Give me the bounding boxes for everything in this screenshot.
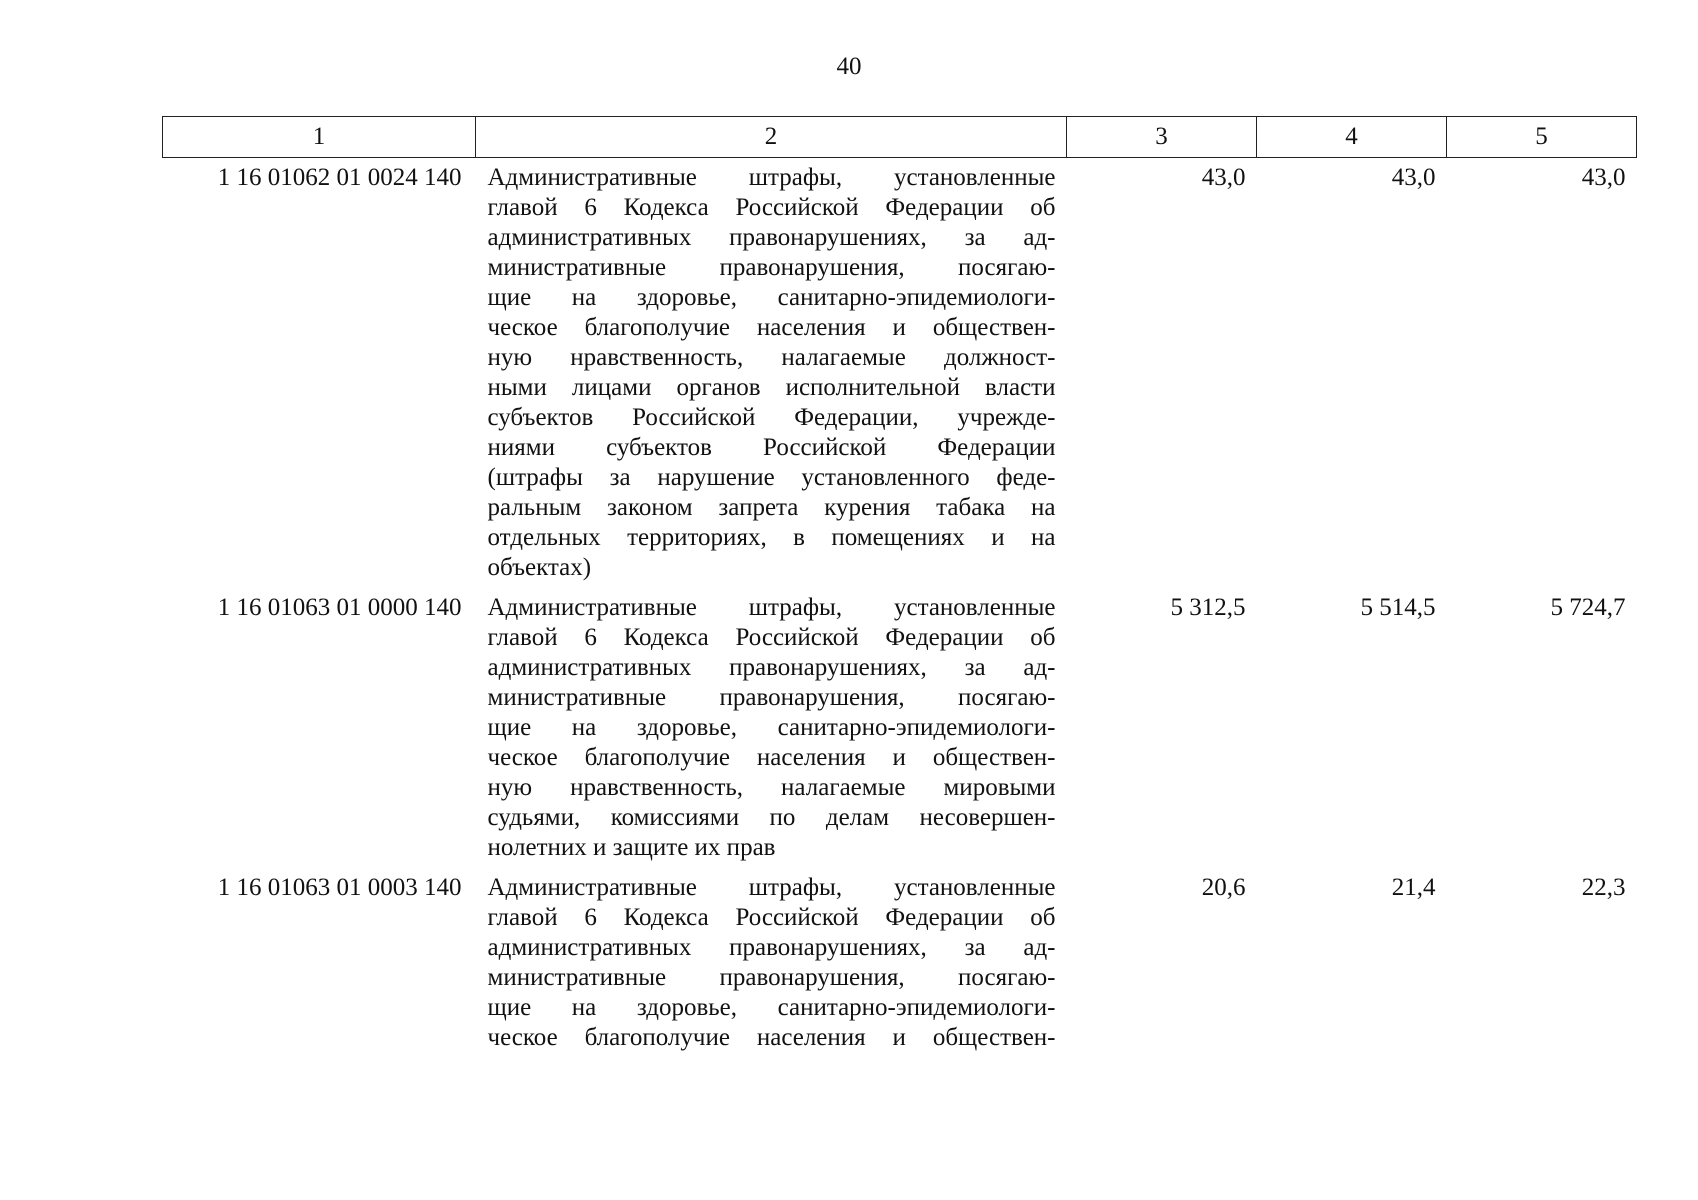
value-column-3: 43,0 [1201, 164, 1246, 191]
revenue-description [476, 583, 1067, 863]
value-column-5: 22,3 [1581, 874, 1626, 901]
description-line: Административные штрафы, установленные [487, 874, 1056, 901]
description-line: щие на здоровье, санитарно-эпидемиологи- [487, 284, 1056, 311]
budget-revenue-table [162, 116, 1637, 1053]
description-line: главой 6 Кодекса Российской Федерации об [487, 194, 1056, 221]
description-line: (штрафы за нарушение установленного феде- [487, 464, 1056, 491]
description-line: ральным законом запрета курения табака на [487, 494, 1056, 521]
column-4-header: 4 [1257, 117, 1447, 158]
value-column-4: 5 514,5 [1360, 594, 1436, 621]
description-line: ными лицами органов исполнительной власти [487, 374, 1056, 401]
budget-classification-code: 1 16 01063 01 0000 140 [217, 594, 462, 621]
description-line: щие на здоровье, санитарно-эпидемиологи- [487, 714, 1056, 741]
revenue-description [476, 158, 1067, 584]
column-2-header: 2 [476, 117, 1067, 158]
description-line: ную нравственность, налагаемые должност- [487, 344, 1056, 371]
description-line: щие на здоровье, санитарно-эпидемиологи- [487, 994, 1056, 1021]
description-line: объектах) [487, 554, 592, 581]
description-line: ческое благополучие населения и обществен- [487, 744, 1056, 771]
description-line: административных правонарушениях, за ад- [487, 934, 1056, 961]
value-column-5: 43,0 [1581, 164, 1626, 191]
value-column-5: 5 724,7 [1550, 594, 1626, 621]
description-line: административных правонарушениях, за ад- [487, 654, 1056, 681]
revenue-description [476, 863, 1067, 1053]
budget-classification-code: 1 16 01062 01 0024 140 [217, 164, 462, 191]
description-line: отдельных территориях, в помещениях и на [487, 524, 1056, 551]
column-5-header: 5 [1447, 117, 1637, 158]
table-row [163, 158, 1637, 584]
value-column-3: 20,6 [1201, 874, 1246, 901]
value-column-3: 5 312,5 [1170, 594, 1246, 621]
description-line: судьями, комиссиями по делам несовершен- [487, 804, 1056, 831]
description-line: ческое благополучие населения и обществен- [487, 314, 1056, 341]
description-line: Административные штрафы, установленные [487, 594, 1056, 621]
column-number-header-row [163, 117, 1637, 158]
column-1-header: 1 [163, 117, 476, 158]
value-column-4: 43,0 [1391, 164, 1436, 191]
description-line: министративные правонарушения, посягаю- [487, 254, 1056, 281]
description-line: нолетних и защите их прав [487, 834, 776, 861]
description-line: ческое благополучие населения и обществен- [487, 1024, 1056, 1051]
budget-classification-code: 1 16 01063 01 0003 140 [217, 874, 462, 901]
description-line: субъектов Российской Федерации, учрежде- [487, 404, 1056, 431]
description-line: главой 6 Кодекса Российской Федерации об [487, 904, 1056, 931]
column-3-header: 3 [1067, 117, 1257, 158]
description-line: Административные штрафы, установленные [487, 164, 1056, 191]
description-line: ную нравственность, налагаемые мировыми [487, 774, 1056, 801]
description-line: ниями субъектов Российской Федерации [487, 434, 1056, 461]
description-line: административных правонарушениях, за ад- [487, 224, 1056, 251]
description-line: министративные правонарушения, посягаю- [487, 684, 1056, 711]
value-column-4: 21,4 [1391, 874, 1436, 901]
table-row [163, 863, 1637, 1053]
page-number: 40 [836, 53, 862, 80]
table-row [163, 583, 1637, 863]
description-line: главой 6 Кодекса Российской Федерации об [487, 624, 1056, 651]
description-line: министративные правонарушения, посягаю- [487, 964, 1056, 991]
